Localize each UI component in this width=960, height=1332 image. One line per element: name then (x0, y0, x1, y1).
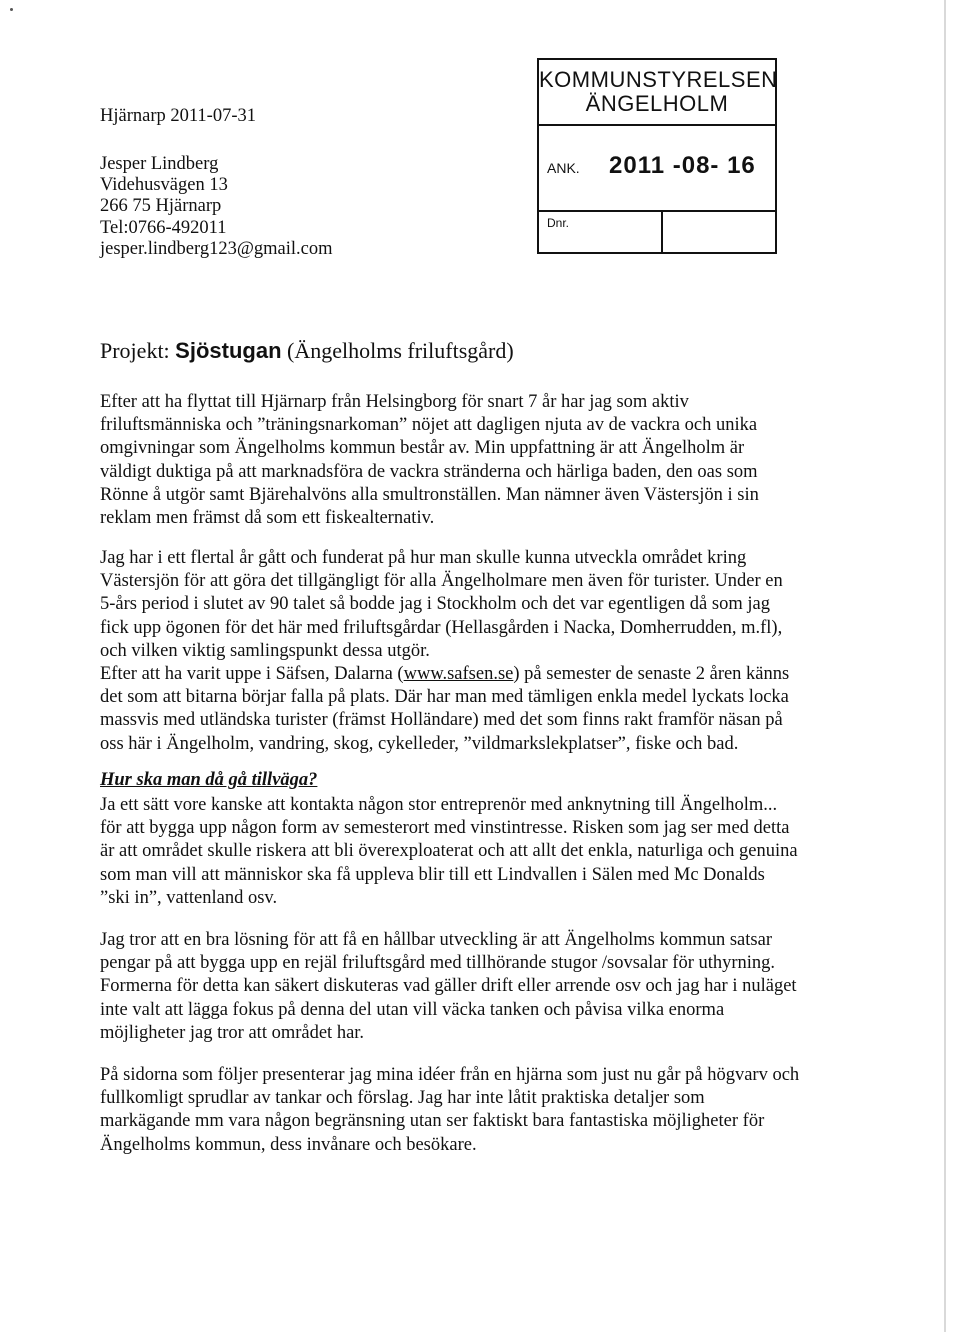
text-line: Formerna för detta kan säkert diskuteras vad gäller drift eller arrende osv och jag har i nuläget (100, 976, 797, 997)
text-line: fullkomligt sprudlar av tankar och förslag. Jag har inte låtit praktiska detaljer som (100, 1088, 705, 1109)
text-line: inte valt att lägga fokus på denna del utan vill väcka tanken och påvisa vilka enorma (100, 999, 725, 1020)
text-line: reklam men främst då som ett fiskealternativ. (100, 507, 435, 528)
stamp-org: KOMMUNSTYRELSEN (539, 67, 778, 92)
paragraph-4 (100, 794, 840, 910)
text-line: omgivningar som Ängelholms kommun består av. Min uppfattning är att Ängelholm är (100, 438, 745, 459)
paragraph-6 (100, 1064, 840, 1157)
stamp-dnr-label: Dnr. (547, 216, 570, 230)
text-line: ”ski in”, vattenland osv. (100, 887, 278, 908)
stamp-header (539, 60, 778, 126)
text-line: friluftsmänniska och ”träningsnarkoman” nöjet att dagligen njuta av de vackra och unika (100, 415, 758, 436)
text-line: Jag har i ett flertal år gått och funderat på hur man skulle kunna utveckla området kring (100, 548, 747, 568)
text-line: Jag tror att en bra lösning för att få en hållbar utveckling är att Ängelholms kommun satsar (100, 930, 772, 950)
text-line: Efter att ha flyttat till Hjärnarp från Helsingborg för snart 7 år har jag som aktiv (100, 392, 689, 412)
text-line-with-link (100, 663, 840, 686)
stamp-received-date: 2011 -08- 16 (609, 152, 756, 179)
link-line-before: Efter att ha varit uppe i Säfsen, Dalarna ( (100, 663, 404, 684)
stamp-ank-label: ANK. (547, 160, 580, 176)
text-line: är att området skulle riskera att bli överexploaterat och att allt det enkla, naturliga och genuina (100, 841, 798, 862)
section-heading: Hur ska man då gå tillväga? (100, 770, 318, 790)
text-line: Ängelholms kommun, dess invånare och besökare. (100, 1134, 477, 1155)
title-prefix: Projekt: (100, 338, 176, 363)
text-line: det som att bitarna börjar falla på plats. Där har man med tämligen enkla medel lyckats locka (100, 687, 789, 708)
text-line: möjligheter jag tror att området har. (100, 1022, 365, 1043)
link-line-after: ) på semester de senaste 2 åren känns (513, 663, 790, 684)
received-stamp (537, 58, 777, 254)
date-line: Hjärnarp 2011-07-31 (100, 106, 257, 126)
text-line: och vilken viktig samlingspunkt dessa utgör. (100, 640, 430, 661)
text-line: fick upp ögonen för det här med friluftsgårdar (Hellasgården i Nacka, Domherrudden, m.fl), (100, 617, 783, 638)
text-line: Rönne å utgör samt Bjärehalvöns alla smultronställen. Man nämner även Västersjön i sin (100, 484, 759, 505)
text-line: väldigt duktiga på att marknadsföra de vackra stränderna och härliga baden, den oas som (100, 461, 758, 482)
sender-email: jesper.lindberg123@gmail.com (100, 238, 333, 259)
text-line: oss här i Ängelholm, vandring, skog, cykelleder, ”vildmarkslekplatser”, fiske och bad. (100, 733, 739, 754)
text-line: massvis med utländska turister (främst Holländare) med det som finns rakt framför näsan på (100, 710, 783, 731)
text-line: som man vill att människor ska få uppleva blir till ett Lindvallen i Sälen med Mc Donalds (100, 864, 765, 885)
text-line: för att bygga upp någon form av semesterort med vinstintresse. Risken som jag ser med detta (100, 818, 790, 839)
paragraph-5 (100, 929, 840, 1045)
sender-phone: Tel:0766-492011 (100, 217, 227, 238)
sender-name: Jesper Lindberg (100, 154, 219, 174)
text-line: pengar på att bygga upp en rejäl friluftsgård med tillhörande stugor /sovsalar för uthyrning. (100, 953, 776, 974)
paragraph-1 (100, 391, 840, 530)
page-title (100, 338, 514, 364)
safsen-link[interactable]: www.safsen.se (403, 663, 514, 684)
text-line: markägande mm vara någon begränsning utan ser faktiskt bara fantastiska möjligheter för (100, 1111, 765, 1132)
sender-address (100, 154, 333, 260)
sender-postal: 266 75 Hjärnarp (100, 196, 222, 217)
title-suffix: (Ängelholms friluftsgård) (281, 338, 514, 363)
scan-speck (10, 8, 13, 11)
paragraph-2 (100, 547, 840, 756)
sender-street: Videhusvägen 13 (100, 175, 228, 196)
text-line: Västersjön för att göra det tillgängligt för alla Ängelholmare men även för turister. Under en (100, 571, 783, 592)
stamp-dnr-divider (661, 212, 663, 254)
title-project-name: Sjöstugan (175, 338, 282, 363)
text-line: Ja ett sätt vore kanske att kontakta någon stor entreprenör med anknytning till Ängelholm... (100, 795, 778, 815)
stamp-dnr-row (539, 210, 775, 254)
text-line: På sidorna som följer presenterar jag mina idéer från en hjärna som just nu går på högvarv och (100, 1065, 800, 1085)
stamp-place: ÄNGELHOLM (585, 91, 729, 116)
scan-edge-line (944, 0, 946, 1332)
text-line: 5-års period i slutet av 90 talet så bodde jag i Stockholm och det var egentligen då som jag (100, 594, 770, 615)
